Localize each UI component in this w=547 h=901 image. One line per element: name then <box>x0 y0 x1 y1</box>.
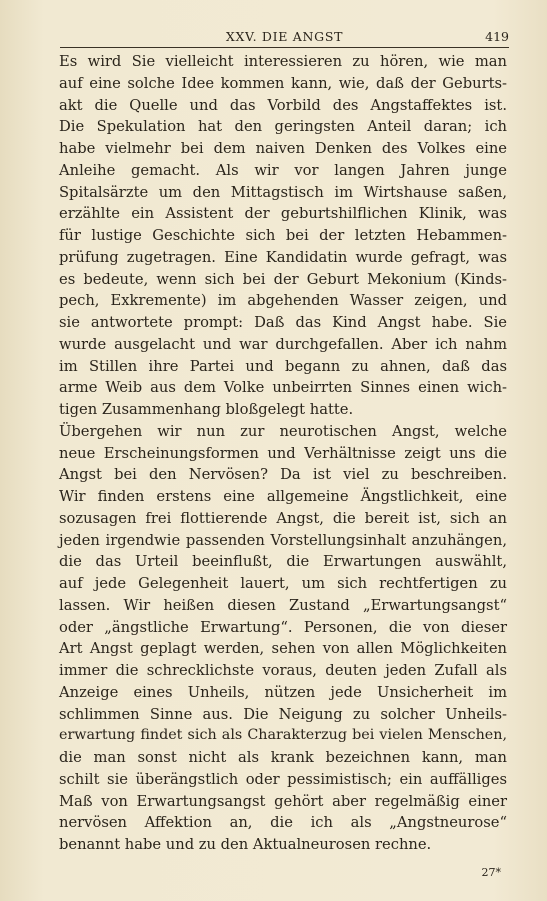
text-line: schlimmen Sinne aus. Die Neigung zu solcher Unheils- <box>59 705 507 723</box>
text-line: arme Weib aus dem Volke unbeirrten Sinnes einen wich- <box>59 379 507 397</box>
text-line: benannt habe und zu den Aktualneurosen rechne. <box>59 836 432 853</box>
text-line: Die Spekulation hat den geringsten Anteil daran; ich <box>59 118 507 136</box>
text-line: neue Erscheinungsformen und Verhältnisse zeigt uns die <box>59 444 507 462</box>
text-line: lassen. Wir heißen diesen Zustand „Erwartungsangst“ <box>59 596 507 614</box>
text-line: auf jede Gelegenheit lauert, um sich rechtfertigen zu <box>59 575 507 592</box>
text-line: nervösen Affektion an, die ich als „Angstneurose“ <box>59 814 507 832</box>
text-line: akt die Quelle und das Vorbild des Angstaffektes ist. <box>59 96 507 114</box>
text-line: Übergehen wir nun zur neurotischen Angst, welche <box>59 422 507 440</box>
text-line: Maß von Erwartungsangst gehört aber regelmäßig einer <box>59 792 507 810</box>
text-line: Es wird Sie vielleicht interessieren zu hören, wie man <box>59 53 507 70</box>
text-line: oder „ängstliche Erwartung“. Personen, die von dieser <box>59 618 507 636</box>
running-header <box>60 25 509 48</box>
text-line: auf eine solche Idee kommen kann, wie, daß der Geburts- <box>59 74 507 92</box>
text-line: Anleihe gemacht. Als wir vor langen Jahren junge <box>59 161 507 179</box>
text-line: habe vielmehr bei dem naiven Denken des Volkes eine <box>59 140 507 157</box>
text-line: Anzeige eines Unheils, nützen jede Unsicherheit im <box>59 683 507 701</box>
text-line: Art Angst geplagt werden, sehen von allen Möglichkeiten <box>59 640 507 658</box>
text-line: im Stillen ihre Partei und begann zu ahnen, daß das <box>59 357 507 375</box>
text-line: schilt sie überängstlich oder pessimistisch; ein auffälliges <box>59 770 507 788</box>
text-line: die man sonst nicht als krank bezeichnen kann, man <box>59 749 507 766</box>
text-line: immer die schrecklichste voraus, deuten jeden Zufall als <box>59 662 507 679</box>
text-line: pech, Exkremente) im abgehenden Wasser zeigen, und <box>59 292 507 310</box>
chapter-title: XXV. DIE ANGST <box>225 29 344 44</box>
text-line: für lustige Geschichte sich bei der letzten Hebammen- <box>59 227 507 244</box>
text-line: sie antwortete prompt: Daß das Kind Angst habe. Sie <box>59 314 507 331</box>
text-line: die das Urteil beeinflußt, die Erwartungen auswählt, <box>59 553 507 571</box>
text-line: erzählte ein Assistent der geburtshilflichen Klinik, was <box>59 205 507 223</box>
text-line: tigen Zusammenhang bloßgelegt hatte. <box>59 401 354 418</box>
text-line: wurde ausgelacht und war durchgefallen. Aber ich nahm <box>59 335 507 353</box>
text-line: jeden irgendwie passenden Vorstellungsinhalt anzuhängen, <box>59 531 507 549</box>
text-line: erwartung findet sich als Charakterzug bei vielen Menschen, <box>59 727 507 744</box>
text-line: es bedeute, wenn sich bei der Geburt Mekonium (Kinds- <box>59 270 507 288</box>
text-line: Angst bei den Nervösen? Da ist viel zu beschreiben. <box>59 466 507 484</box>
text-line: Wir finden erstens eine allgemeine Ängstlichkeit, eine <box>59 488 507 505</box>
printer-signature-mark: 27* <box>481 866 501 879</box>
text-line: sozusagen frei flottierende Angst, die bereit ist, sich an <box>59 509 507 527</box>
body-text <box>59 51 507 856</box>
text-line: Spitalsärzte um den Mittagstisch im Wirtshause saßen, <box>59 183 507 201</box>
text-line: prüfung zugetragen. Eine Kandidatin wurde gefragt, was <box>59 248 507 266</box>
page-number: 419 <box>485 29 509 44</box>
